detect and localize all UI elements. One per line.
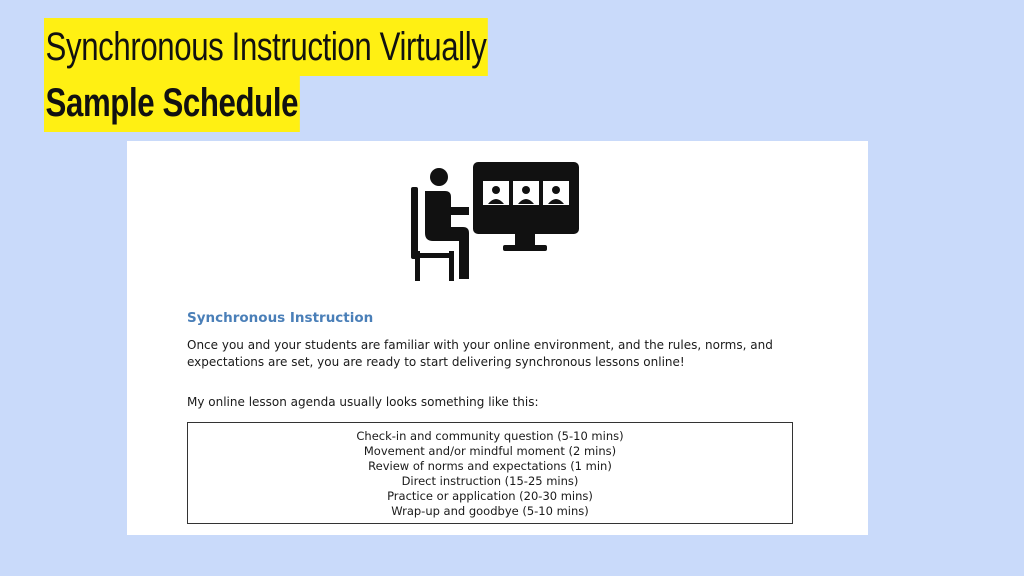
agenda-box: [187, 422, 793, 524]
agenda-item: Practice or application (20-30 mins): [387, 489, 593, 503]
agenda-item: Review of norms and expectations (1 min): [368, 459, 612, 473]
slide-subtitle: Sample Schedule: [44, 74, 300, 132]
section-heading: Synchronous Instruction: [187, 310, 374, 326]
agenda-item: Direct instruction (15-25 mins): [401, 474, 579, 488]
teacher-at-video-conference-icon: [411, 161, 581, 281]
agenda-item: Movement and/or mindful moment (2 mins): [363, 444, 617, 458]
slide-title: [44, 18, 613, 130]
agenda-lead-text: My online lesson agenda usually looks something like this:: [187, 395, 539, 409]
slide-title-line1: Synchronous Instruction Virtually: [44, 18, 488, 76]
agenda-item: Wrap-up and goodbye (5-10 mins): [391, 504, 589, 518]
intro-paragraph: Once you and your students are familiar with your online environment, and the rules, norms, and expectations are set, you are ready to start delivering synchronous lessons online!: [187, 338, 773, 369]
agenda-item: Check-in and community question (5-10 mins): [356, 429, 624, 443]
document-screenshot: [127, 141, 868, 535]
